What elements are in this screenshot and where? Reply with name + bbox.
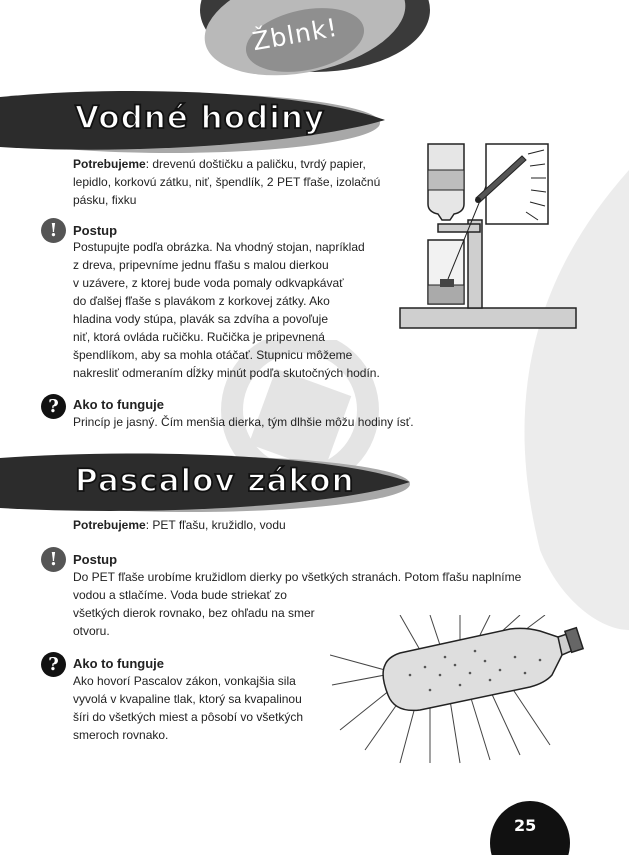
section2-title: Pascalov zákon <box>75 463 355 499</box>
section1-how-text: Princíp je jasný. Čím menšia dierka, tým dlhšie môžu hodiny ísť. <box>73 415 414 429</box>
text-line: smeroch rovnako. <box>73 728 169 742</box>
section2-how-text <box>73 672 333 744</box>
text-line: do ďalšej fľaše s plavákom z korkovej zátky. Ako <box>73 294 330 308</box>
text-line: niť, ktorá ovláda ručičku. Ručička je pripevnená <box>73 330 325 344</box>
text-line: otvoru. <box>73 624 110 638</box>
text-line: Postupujte podľa obrázka. Na vhodný stojan, napríklad <box>73 240 365 254</box>
text-line: šíri do všetkých miest a pôsobí vo všetkých <box>73 710 304 724</box>
brand-logo: Žblnk! <box>250 12 341 57</box>
needs-label: Potrebujeme <box>73 157 146 171</box>
section1-procedure-heading: Postup <box>73 223 118 238</box>
water-clock-illustration <box>398 140 578 332</box>
section1-needs: Potrebujeme: drevenú doštičku a paličku, tvrdý papier, lepidlo, korkovú zátku, niť, špendlík, 2 PET fľaše, izolačnú pásku, fixku <box>73 157 381 207</box>
section1-procedure-text <box>73 238 403 382</box>
section2-procedure-heading: Postup <box>73 552 118 567</box>
needs-text: PET fľašu, kružidlo, vodu <box>152 518 286 532</box>
question-icon: ? <box>41 652 66 677</box>
section1-title: Vodné hodiny <box>75 100 326 136</box>
needs-label: Potrebujeme <box>73 518 146 532</box>
needs-text: drevenú doštičku a paličku, tvrdý papier, lepidlo, korkovú zátku, niť, špendlík, 2 PET fľaše, izolačnú pásku, fixku <box>73 157 381 207</box>
text-line: Do PET fľaše urobíme kružidlom dierky po všetkých stranách. Potom fľašu naplníme <box>73 570 522 584</box>
section2-how-heading: Ako to funguje <box>73 656 164 671</box>
text-line: vodou a stlačíme. Voda bude striekať zo <box>73 588 287 602</box>
warning-icon: ! <box>41 218 66 243</box>
text-line: špendlíkom, aby sa mohla otáčať. Stupnicu môžeme <box>73 348 353 362</box>
text-line: hladina vody stúpa, plavák sa zdvíha a povoľuje <box>73 312 328 326</box>
question-icon: ? <box>41 394 66 419</box>
text-line: v uzávere, z ktorej bude voda pomaly odkvapkávať <box>73 276 344 290</box>
section2-needs: Potrebujeme: PET fľašu, kružidlo, vodu <box>73 518 286 532</box>
section1-how-heading: Ako to funguje <box>73 397 164 412</box>
text-line: všetkých dierok rovnako, bez ohľadu na smer <box>73 606 315 620</box>
page-number: 25 <box>514 816 537 835</box>
text-line: vyvolá v kvapaline tlak, ktorý sa kvapalinou <box>73 692 302 706</box>
text-line: z dreva, pripevníme jednu fľašu s malou dierkou <box>73 258 329 272</box>
text-line: Ako hovorí Pascalov zákon, vonkajšia sila <box>73 674 296 688</box>
spraying-bottle-illustration <box>330 615 590 765</box>
warning-icon: ! <box>41 547 66 572</box>
text-line: nakresliť odmeraním dĺžky minút podľa skutočných hodín. <box>73 366 380 380</box>
